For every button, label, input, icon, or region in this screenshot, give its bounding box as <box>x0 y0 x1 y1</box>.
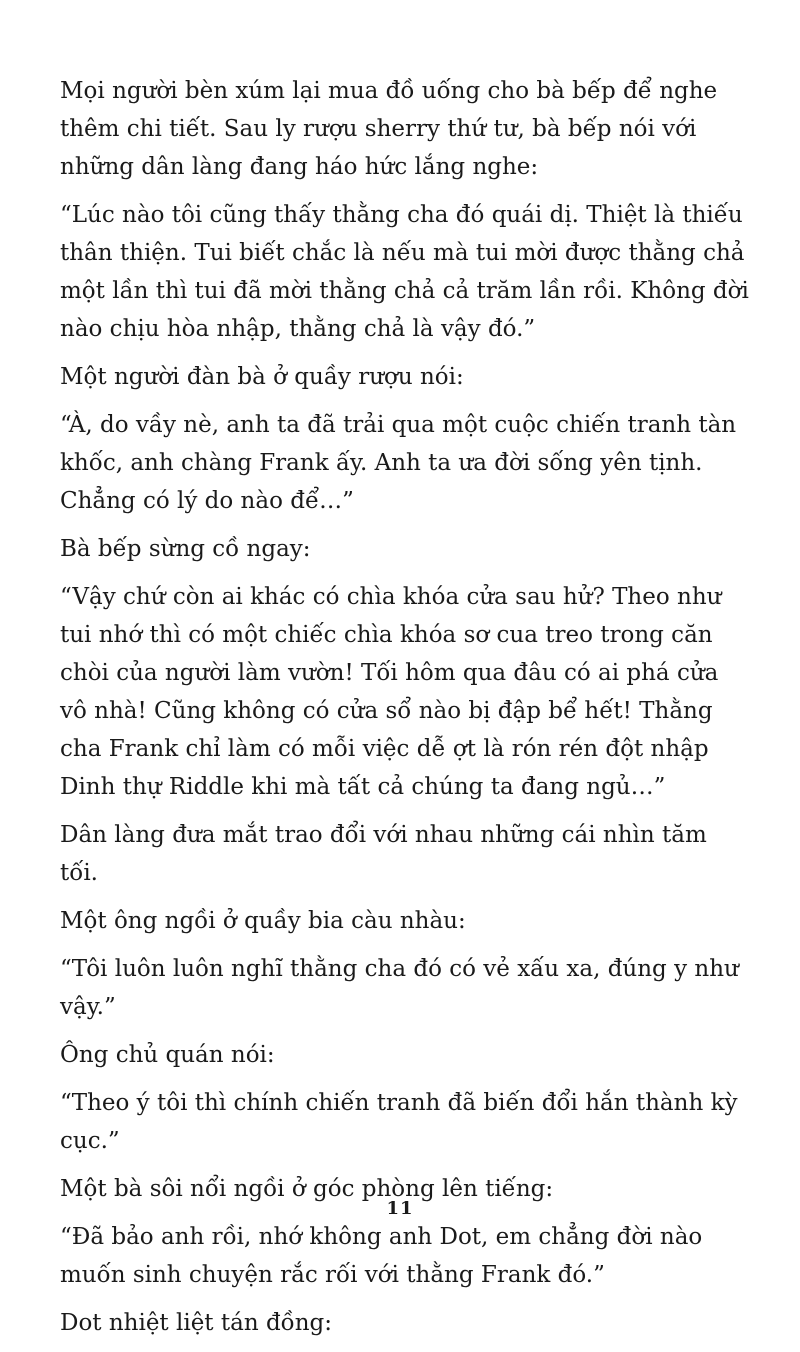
paragraph: Một ông ngồi ở quầy bia càu nhàu: <box>60 908 466 934</box>
paragraph: Ông chủ quán nói: <box>60 1042 275 1068</box>
paragraph: Một bà sôi nổi ngồi ở góc phòng lên tiếng: <box>60 1176 554 1202</box>
paragraph: “Tôi luôn luôn nghĩ thằng cha đó có vẻ xấu xa, đúng y như vậy.” <box>60 956 739 1020</box>
paragraph: “Vậy chứ còn ai khác có chìa khóa cửa sau hử? Theo như tui nhớ thì có một chiếc chìa khóa sơ cua treo trong căn chòi của người làm vườn! Tối hôm qua đâu có ai phá cửa vô nhà! Cũng không có cửa sổ nào bị đập bể hết! Thằng cha Frank chỉ làm có mỗi việc dễ ợt là rón rén đột nhập Dinh thự Riddle khi mà tất cả chúng ta đang ngủ…” <box>60 584 722 800</box>
paragraph: Một người đàn bà ở quầy rượu nói: <box>60 364 464 390</box>
paragraph: “Lúc nào tôi cũng thấy thằng cha đó quái dị. Thiệt là thiếu thân thiện. Tui biết chắc là nếu mà tui mời được thằng chả một lần thì tui đã mời thằng chả cả trăm lần rồi. Không đời nào chịu hòa nhập, thằng chả là vậy đó.” <box>60 202 749 342</box>
paragraph: “Đã bảo anh rồi, nhớ không anh Dot, em chẳng đời nào muốn sinh chuyện rắc rối với thằng Frank đó.” <box>60 1224 703 1288</box>
paragraph: Dot nhiệt liệt tán đồng: <box>60 1310 333 1336</box>
paragraph: “À, do vầy nè, anh ta đã trải qua một cuộc chiến tranh tàn khốc, anh chàng Frank ấy. Anh ta ưa đời sống yên tịnh. Chẳng có lý do nào để…” <box>60 412 737 514</box>
paragraph: Bà bếp sừng cồ ngay: <box>60 536 311 562</box>
page-number: 11 <box>386 1198 414 1219</box>
paragraph: Mọi người bèn xúm lại mua đồ uống cho bà bếp để nghe thêm chi tiết. Sau ly rượu sherry thứ tư, bà bếp nói với những dân làng đang háo hức lắng nghe: <box>60 78 718 180</box>
paragraph: Dân làng đưa mắt trao đổi với nhau những cái nhìn tăm tối. <box>60 822 707 886</box>
body-text <box>60 72 750 1352</box>
paragraph: “Theo ý tôi thì chính chiến tranh đã biến đổi hắn thành kỳ cục.” <box>60 1090 738 1154</box>
